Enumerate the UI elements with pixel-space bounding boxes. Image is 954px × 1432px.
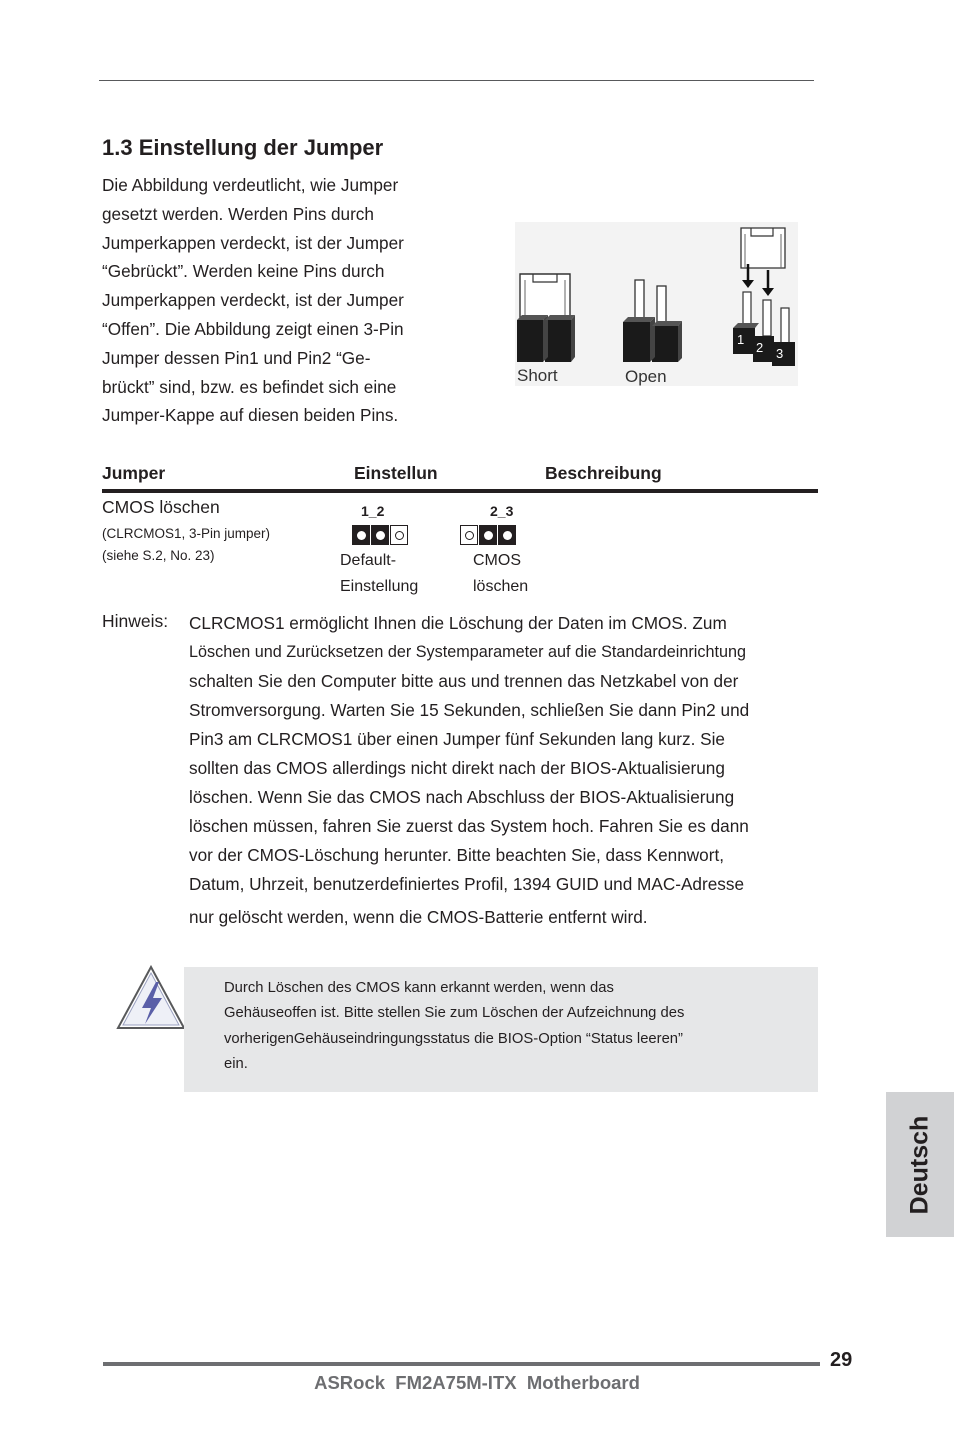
jumper-illustration [515, 222, 798, 386]
pin-number-2: 2 [756, 340, 764, 355]
pin-closed [479, 525, 497, 545]
setting-2-pins: 2_3 [490, 503, 514, 519]
note-line: Pin3 am CLRCMOS1 über einen Jumper fünf Sekunden lang kurz. Sie [189, 729, 725, 749]
note-line: schalten Sie den Computer bitte aus und trennen das Netzkabel von der [189, 671, 739, 691]
table-header-rule [102, 489, 818, 493]
pin-closed [498, 525, 516, 545]
open-jumper [623, 280, 682, 362]
note-line: CLRCMOS1 ermöglicht Ihnen die Löschung der Daten im CMOS. Zum [189, 613, 727, 633]
setting-1-pins: 1_2 [361, 503, 385, 519]
setting-1-label-line: Einstellung [340, 578, 419, 595]
intro-line: Die Abbildung verdeutlicht, wie Jumper [102, 175, 399, 195]
note-line: löschen müssen, fahren Sie zuerst das System hoch. Fahren Sie es dann [189, 816, 749, 836]
setting-2-label-line: CMOS [473, 552, 521, 569]
warning-icon [116, 964, 186, 1032]
pin-open [460, 525, 478, 545]
pin-closed [352, 525, 370, 545]
table-header-description: Beschreibung [545, 463, 662, 483]
setting-2-label-line: löschen [473, 578, 529, 595]
warning-line: Durch Löschen des CMOS kann erkannt werden, wenn das [224, 980, 614, 996]
intro-line: brückt” sind, bzw. es befindet sich eine [102, 376, 397, 397]
table-header-setting: Einstellun [354, 463, 438, 483]
warning-line: vorherigenGehäuseindringungsstatus die BIOS-Option “Status leeren” [224, 1030, 683, 1047]
short-jumper [517, 274, 575, 362]
note-body [189, 609, 818, 932]
pin-number-1: 1 [737, 332, 745, 347]
intro-line: Jumperkappen verdeckt, ist der Jumper [102, 290, 404, 311]
intro-line: “Gebrückt”. Werden keine Pins durch [102, 261, 385, 282]
note-line: sollten das CMOS allerdings nicht direkt nach der BIOS-Aktualisierung [189, 758, 725, 778]
intro-paragraph [102, 171, 443, 430]
note-line: Löschen und Zurücksetzen der Systemparameter auf die Standardeinrichtung [189, 643, 746, 661]
note-line: vor der CMOS-Löschung herunter. Bitte beachten Sie, dass Kennwort, [189, 845, 725, 865]
row-jumper-ref: (siehe S.2, No. 23) [102, 548, 215, 563]
setting-2-label [473, 548, 528, 600]
note-line: Stromversorgung. Warten Sie 15 Sekunden, schließen Sie dann Pin2 und [189, 700, 750, 720]
footer-title: ASRock FM2A75M-ITX Motherboard [314, 1372, 640, 1393]
table-header-jumper: Jumper [102, 463, 166, 483]
pin-open [390, 525, 408, 545]
intro-line: Jumper-Kappe auf diesen beiden Pins. [102, 405, 399, 426]
warning-text [224, 976, 764, 1078]
note-label: Hinweis: [102, 611, 169, 631]
intro-line: gesetzt werden. Werden Pins durch [102, 203, 374, 224]
jumper-1-2-symbol [352, 524, 408, 546]
page-number: 29 [830, 1349, 853, 1371]
warning-line: Gehäuseoffen ist. Bitte stellen Sie zum Löschen der Aufzeichnung des [224, 1005, 685, 1022]
language-tab-label: Deutsch [905, 1115, 934, 1214]
short-label: Short [517, 366, 558, 385]
row-jumper-name: CMOS löschen [102, 497, 220, 517]
language-tab [886, 1092, 954, 1237]
setting-1-label-line: Default- [340, 552, 397, 569]
note-line: löschen. Wenn Sie das CMOS nach Abschluss der BIOS-Aktualisierung [189, 787, 735, 807]
setting-1-label [340, 548, 418, 600]
note-line: Datum, Uhrzeit, benutzerdefiniertes Profil, 1394 GUID und MAC-Adresse [189, 874, 745, 894]
open-label: Open [625, 367, 667, 386]
section-title: 1.3 Einstellung der Jumper [102, 135, 384, 160]
intro-line: Jumperkappen verdeckt, ist der Jumper [102, 232, 404, 253]
pin-number-3: 3 [776, 346, 784, 361]
intro-line: “Offen”. Die Abbildung zeigt einen 3-Pin [102, 318, 404, 339]
pin-closed [371, 525, 389, 545]
note-line: nur gelöscht werden, wenn die CMOS-Batterie entfernt wird. [189, 907, 648, 927]
row-jumper-id: (CLRCMOS1, 3-Pin jumper) [102, 526, 271, 541]
warning-line: ein. [224, 1056, 248, 1073]
intro-line: Jumper dessen Pin1 und Pin2 “Ge- [102, 347, 371, 368]
footer-rule [103, 1362, 820, 1366]
jumper-diagram [515, 222, 798, 386]
jumper-2-3-symbol [460, 524, 516, 546]
top-rule [99, 80, 814, 81]
